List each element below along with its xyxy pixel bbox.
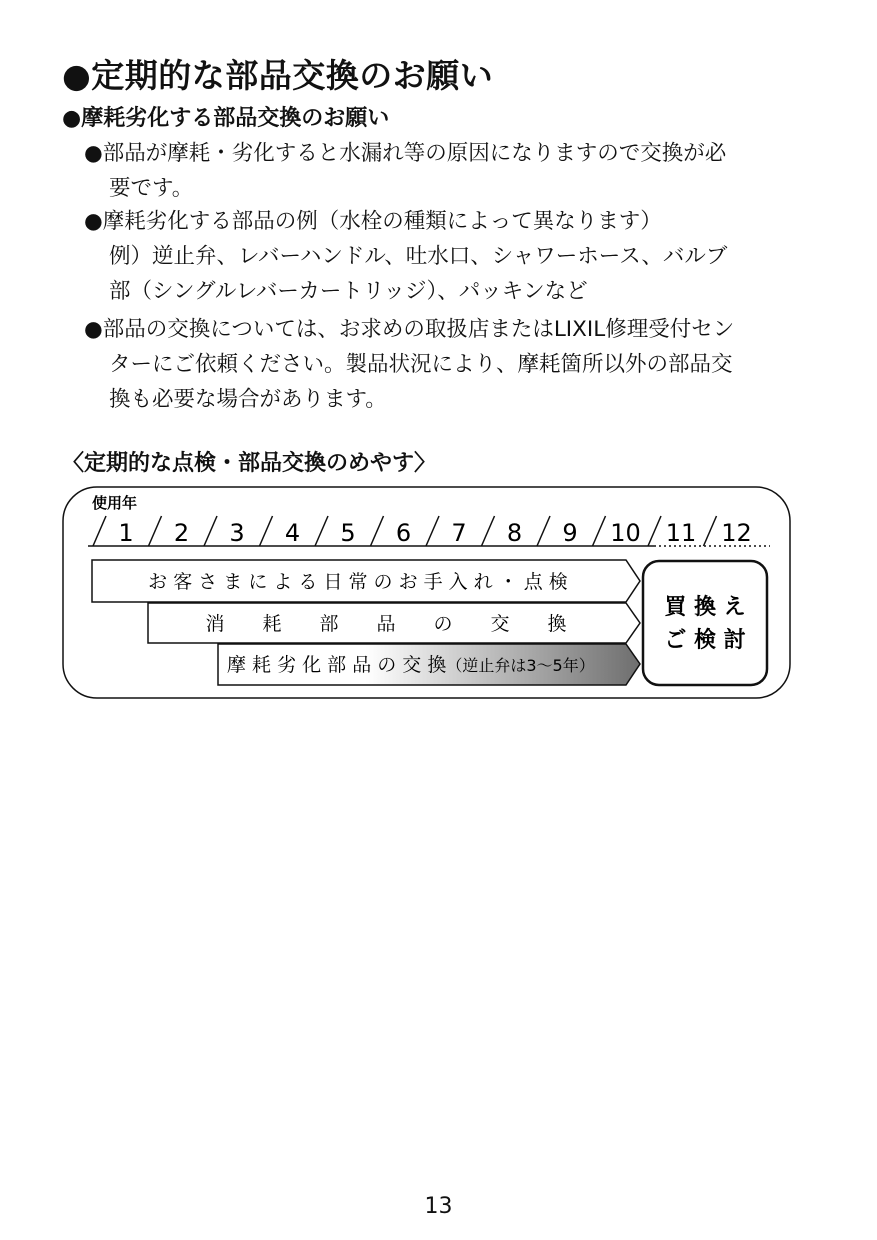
paragraph-line: 例）逆止弁、レバーハンドル、吐水口、シャワーホース、バルブ (109, 244, 728, 269)
bar-daily-care-label: お 客 さ ま に よ る 日 常 の お 手 入 れ ・ 点 検 (148, 571, 568, 593)
paragraph-line: ●部品が摩耗・劣化すると水漏れ等の原因になりますので交換が必 (84, 141, 727, 166)
page-number: 13 (424, 1194, 453, 1219)
bar-wear-parts-text (227, 654, 595, 676)
year-tick-label: 4 (284, 519, 301, 547)
years-label: 使用年 (92, 494, 138, 512)
paragraph-line: 換も必要な場合があります。 (109, 387, 387, 412)
replace-consider-box (643, 561, 767, 685)
year-tick-label: 1 (118, 519, 134, 547)
year-tick-label: 11 (665, 519, 697, 547)
bar-consumables-label: 消 耗 部 品 の 交 換 (205, 613, 567, 635)
diagram-heading: 〈定期的な点検・部品交換のめやす〉 (62, 451, 437, 476)
bar-wear-parts-note: （逆止弁は3〜5年） (446, 656, 595, 675)
year-tick-label: 7 (451, 519, 467, 547)
year-tick-label: 8 (506, 519, 523, 547)
paragraph-line: ●摩耗劣化する部品の例（水栓の種類によって異なります） (84, 209, 662, 234)
replace-box-line2: ご 検 討 (664, 628, 746, 653)
paragraph-line: ターにご依頼ください。製品状況により、摩耗箇所以外の部品交 (109, 352, 733, 377)
year-tick-label: 2 (173, 519, 190, 547)
paragraph-line: 要です。 (109, 176, 194, 201)
year-tick-label: 6 (395, 519, 412, 547)
year-tick-label: 5 (340, 519, 356, 547)
year-tick-label: 12 (721, 519, 752, 547)
year-tick-label: 9 (562, 519, 578, 547)
replace-box-line1: 買 換 え (664, 595, 746, 620)
bar-wear-parts-label: 摩 耗 劣 化 部 品 の 交 換 (227, 654, 447, 676)
year-tick-label: 10 (610, 519, 641, 547)
page-title: ●定期的な部品交換のお願い (62, 56, 494, 95)
paragraph-line: ●部品の交換については、お求めの取扱店またはLIXIL修理受付セン (84, 317, 735, 342)
year-tick-label: 3 (229, 519, 245, 547)
paragraph-line: 部（シングルレバーカートリッジ）、パッキンなど (109, 279, 588, 304)
section-heading: ●摩耗劣化する部品交換のお願い (62, 106, 390, 131)
